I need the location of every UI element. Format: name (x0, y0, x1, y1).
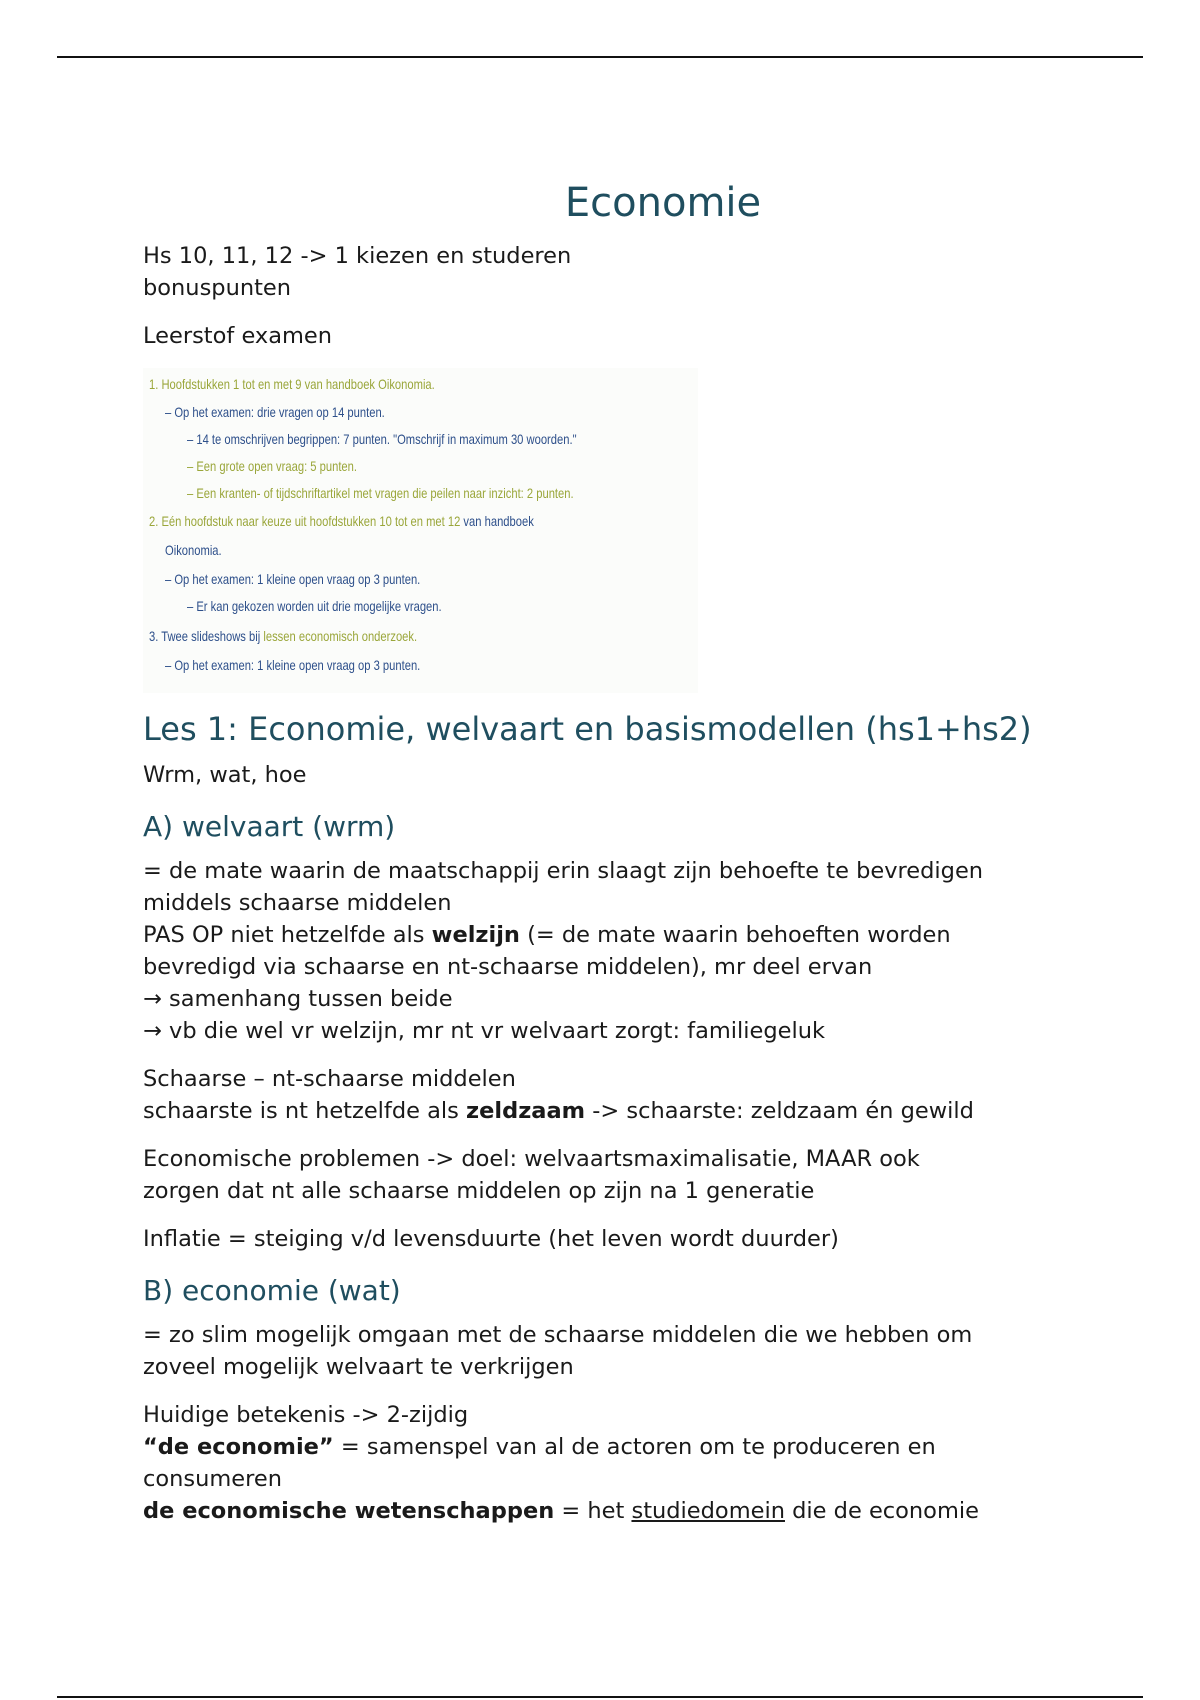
excerpt-item: 3. Twee slideshows bij lessen economisch onderzoek. (149, 628, 418, 644)
excerpt-subitem: – Een kranten- of tijdschriftartikel met vragen die peilen naar inzicht: 2 punten. (187, 485, 574, 501)
excerpt-subitem: – Een grote open vraag: 5 punten. (187, 458, 357, 474)
section-heading-a: A) welvaart (wrm) (143, 810, 396, 843)
excerpt-subitem: – Er kan gekozen worden uit drie mogelijke vragen. (187, 598, 442, 614)
definition-line: middels schaarse middelen (143, 890, 452, 916)
text-line: Economische problemen -> doel: welvaartsmaximalisatie, MAAR ook (143, 1146, 920, 1172)
bottom-rule (57, 1696, 1143, 1698)
text-line: “de economie” = samenspel van al de actoren om te produceren en (143, 1434, 936, 1460)
excerpt-item: 2. Eén hoofdstuk naar keuze uit hoofdstukken 10 tot en met 12 van handboek (149, 513, 534, 529)
text-line: Huidige betekenis -> 2-zijdig (143, 1402, 469, 1428)
text-line: Schaarse – nt-schaarse middelen (143, 1066, 516, 1092)
section-heading-b: B) economie (wat) (143, 1274, 401, 1307)
intro-line: bonuspunten (143, 275, 292, 301)
excerpt-subitem: – Op het examen: drie vragen op 14 punten. (165, 404, 385, 420)
note-line: PAS OP niet hetzelfde als welzijn (= de mate waarin behoeften worden (143, 922, 951, 948)
lesson-subtitle: Wrm, wat, hoe (143, 762, 307, 788)
text-line: consumeren (143, 1466, 282, 1492)
page-title: Economie (564, 180, 762, 226)
document-body (143, 170, 1063, 1527)
exam-excerpt-image (143, 368, 698, 693)
arrow-line: → vb die wel vr welzijn, mr nt vr welvaart zorgt: familiegeluk (143, 1018, 826, 1044)
intro-line: Hs 10, 11, 12 -> 1 kiezen en studeren (143, 243, 572, 269)
lesson-heading: Les 1: Economie, welvaart en basismodellen (hs1+hs2) (143, 710, 1032, 748)
leerstof-label: Leerstof examen (143, 323, 333, 349)
excerpt-subitem: – 14 te omschrijven begrippen: 7 punten. "Omschrijf in maximum 30 woorden." (187, 431, 577, 447)
excerpt-subitem: – Op het examen: 1 kleine open vraag op 3 punten. (165, 571, 421, 587)
top-rule (57, 56, 1143, 58)
excerpt-subitem: – Op het examen: 1 kleine open vraag op 3 punten. (165, 657, 421, 673)
definition-line: = de mate waarin de maatschappij erin slaagt zijn behoefte te bevredigen (143, 858, 984, 884)
text-line: zorgen dat nt alle schaarse middelen op zijn na 1 generatie (143, 1178, 815, 1204)
note-line: bevredigd via schaarse en nt-schaarse middelen), mr deel ervan (143, 954, 873, 980)
text-line: de economische wetenschappen = het studiedomein die de economie (143, 1498, 979, 1524)
definition-line: = zo slim mogelijk omgaan met de schaarse middelen die we hebben om (143, 1322, 973, 1348)
excerpt-item-cont: Oikonomia. (165, 542, 222, 558)
excerpt-item: 1. Hoofdstukken 1 tot en met 9 van handboek Oikonomia. (149, 376, 435, 392)
arrow-line: → samenhang tussen beide (143, 986, 453, 1012)
text-line: schaarste is nt hetzelfde als zeldzaam -> schaarste: zeldzaam én gewild (143, 1098, 974, 1124)
text-line: Inflatie = steiging v/d levensduurte (het leven wordt duurder) (143, 1226, 839, 1252)
definition-line: zoveel mogelijk welvaart te verkrijgen (143, 1354, 574, 1380)
